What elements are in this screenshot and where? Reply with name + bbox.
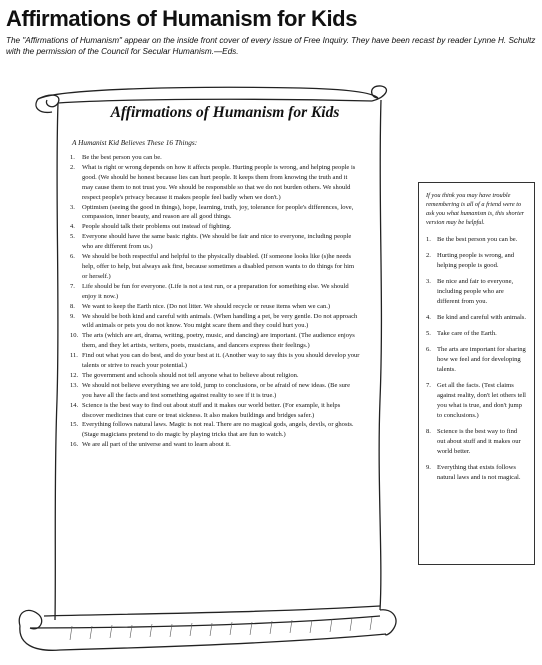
list-item: 5. Take care of the Earth.	[426, 330, 497, 337]
list-item: 2. Hurting people is wrong, and helping people is good.	[426, 252, 515, 269]
list-item: 4. Be kind and careful with animals.	[426, 314, 526, 321]
list-item: 7. Get all the facts. (Test claims against reality, don't let others tell you what is true, and don't jump to conclusions.)	[426, 382, 527, 419]
list-item: 12. The government and schools should not tell anyone what to believe about religion.	[70, 371, 299, 379]
headline: Affirmations of Humanism for Kids	[6, 6, 358, 31]
short-version-box	[418, 182, 535, 565]
list-item: 14. Science is the best way to find out about stuff and it makes our world better. (For example, it helps discover medicines that cure or treat sickness. It also makes buildings and bridges safer.)	[70, 401, 341, 419]
list-item: 3. Optimism (seeing the good in things), hope, learning, truth, joy, tolerance for people's differences, love, compassion, inner beauty, and reason are all good things.	[70, 203, 354, 221]
scroll-subtitle: A Humanist Kid Believes These 16 Things:	[72, 138, 198, 147]
affirmations-list	[70, 153, 360, 450]
list-item: 3. Be nice and fair to everyone, including people who are different from you.	[426, 278, 514, 305]
list-item: 2. What is right or wrong depends on how it affects people. Hurting people is wrong, and helping people is good. (We should be honest because lies can hurt people. It keeps them from knowing the truth and it may cause them to not trust you. We should be responsible so that we do not burden others. We should respect people's privacy because it makes people feel badly when we don't.)	[70, 163, 356, 201]
list-item: 16. We are all part of the universe and want to learn about it.	[70, 441, 231, 449]
list-item: 4. People should talk their problems out instead of fighting.	[70, 223, 232, 231]
short-version-intro: If you think you may have trouble remembering is all of a friend were to ask you what humanism is, this shorter version may be helpful.	[426, 192, 525, 226]
scroll-title: Affirmations of Humanism for Kids	[110, 104, 340, 121]
list-item: 9. Everything that exists follows natural laws and is not magical.	[426, 464, 521, 481]
list-item: 10. The arts (which are art, drama, writing, poetry, music, and dancing) are important. (The audience enjoys them, and they let artists, writers, poets, musicians, and dancers express their feelings.)	[70, 332, 355, 350]
list-item: 9. We should be both kind and careful with animals. (When handling a pet, be very gentle. Do not approach wild animals or pets you do not know. You might scare them and they could hurt you.)	[70, 312, 358, 330]
list-item: 8. We want to keep the Earth nice. (Do not litter. We should recycle or reuse items when we can.)	[70, 302, 331, 310]
intro-text: The "Affirmations of Humanism" appear on the inside front cover of every issue of Free Inquiry. They have been recast by reader Lynne H. Schultz with the permission of the Council for Secular Humanism.—Eds.	[6, 36, 536, 56]
short-version-list	[426, 235, 527, 483]
list-item: 11. Find out what you can do best, and do your best at it. (Another way to say this is you should develop your talents or strive to reach your potential.)	[70, 352, 360, 370]
list-item: 7. Life should be fun for everyone. (Life is not a test run, or a preparation for something else. We should enjoy it now.)	[70, 282, 349, 300]
list-item: 6. We should be both respectful and helpful to the physically disabled. (If someone looks like (s)he needs help, offer to help, but always ask first, because sometimes a disabled person wants to do things for him or herself.)	[70, 253, 355, 280]
list-item: 1. Be the best person you can be.	[70, 154, 162, 161]
list-item: 8. Science is the best way to find out about stuff and it makes our world better.	[426, 428, 521, 455]
list-item: 5. Everyone should have the same basic rights. (We should be fair and nice to everyone, including people who are different from us.)	[70, 233, 352, 251]
list-item: 13. We should not believe everything we are told, jump to conclusions, or be afraid of new ideas. (Be sure you have all the facts and test something against reality to see if it is true.)	[70, 381, 350, 399]
list-item: 1. Be the best person you can be.	[426, 236, 518, 243]
list-item: 6. The arts are important for sharing how we feel and for developing talents.	[426, 346, 526, 373]
list-item: 15. Everything follows natural laws. Magic is not real. There are no magical gods, angels, devils, or ghosts. (Stage magicians pretend to do magic by playing tricks that are fun to watch.)	[70, 421, 354, 439]
